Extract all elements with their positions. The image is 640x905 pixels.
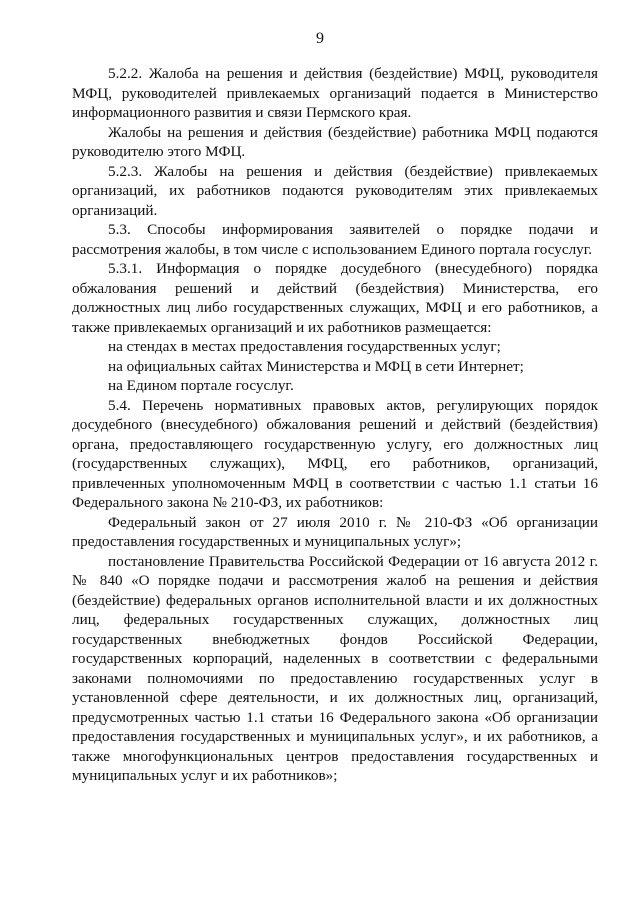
list-item-portal: на Едином портале госуслуг. [108, 377, 294, 394]
list-item-websites: на официальных сайтах Министерства и МФЦ в сети Интернет; [108, 357, 524, 375]
paragraph-5-4: 5.4. Перечень нормативных правовых актов, регулирующих порядок досудебного (внесудебного) обжалования решений и действий (бездействия) органа, предоставляющего государственную услугу, его должностных лиц (государственных служащих), МФЦ, его работников, организаций, привлеченных уполномоченным МФЦ в соответствии с частью 1.1 статьи 16 Федерального закона № 210-ФЗ, их работников: [72, 396, 598, 511]
paragraph-mfc-worker-complaints: Жалобы на решения и действия (бездействие) работника МФЦ подаются руководителю этого МФЦ. [72, 123, 598, 160]
page-number: 9 [316, 30, 324, 47]
document-body [72, 64, 598, 786]
paragraph-federal-law-210: Федеральный закон от 27 июля 2010 г. № 210-ФЗ «Об организации предоставления государственных и муниципальных услуг»; [72, 513, 598, 550]
paragraph-5-3: 5.3. Способы информирования заявителей о порядке подачи и рассмотрения жалобы, в том числе с использованием Единого портала госуслуг. [72, 221, 598, 258]
paragraph-5-3-1: 5.3.1. Информация о порядке досудебного (внесудебного) порядка обжалования решений и действий (бездействия) Министерства, его должностных лиц либо государственных служащих, МФЦ и его работников, а также привлекаемых организаций и их работников размещается: [72, 260, 598, 336]
paragraph-5-2-3: 5.2.3. Жалобы на решения и действия (бездействие) привлекаемых организаций, их работников подаются руководителям этих привлекаемых организаций. [72, 162, 598, 219]
paragraph-resolution-840: постановление Правительства Российской Федерации от 16 августа 2012 г. № 840 «О порядке подачи и рассмотрения жалоб на решения и действия (бездействие) федеральных органов исполнительной власти и их должностных лиц, федеральных государственных служащих, должностных лиц государственных внебюджетных фондов Российской Федерации, государственных корпораций, наделенных в соответствии с федеральными законами полномочиями по предоставлению государственных услуг в установленной сфере деятельности, и их должностных лиц, организаций, предусмотренных частью 1.1 статьи 16 Федерального закона «Об организации предоставления государственных и муниципальных услуг», и их работников, а также многофункциональных центров предоставления государственных и муниципальных услуг и их работников»; [72, 552, 598, 784]
list-item-stands: на стендах в местах предоставления государственных услуг; [108, 338, 501, 355]
paragraph-5-2-2: 5.2.2. Жалоба на решения и действия (бездействие) МФЦ, руководителя МФЦ, руководителей привлекаемых организаций подается в Министерство информационного развития и связи Пермского края. [72, 65, 598, 121]
